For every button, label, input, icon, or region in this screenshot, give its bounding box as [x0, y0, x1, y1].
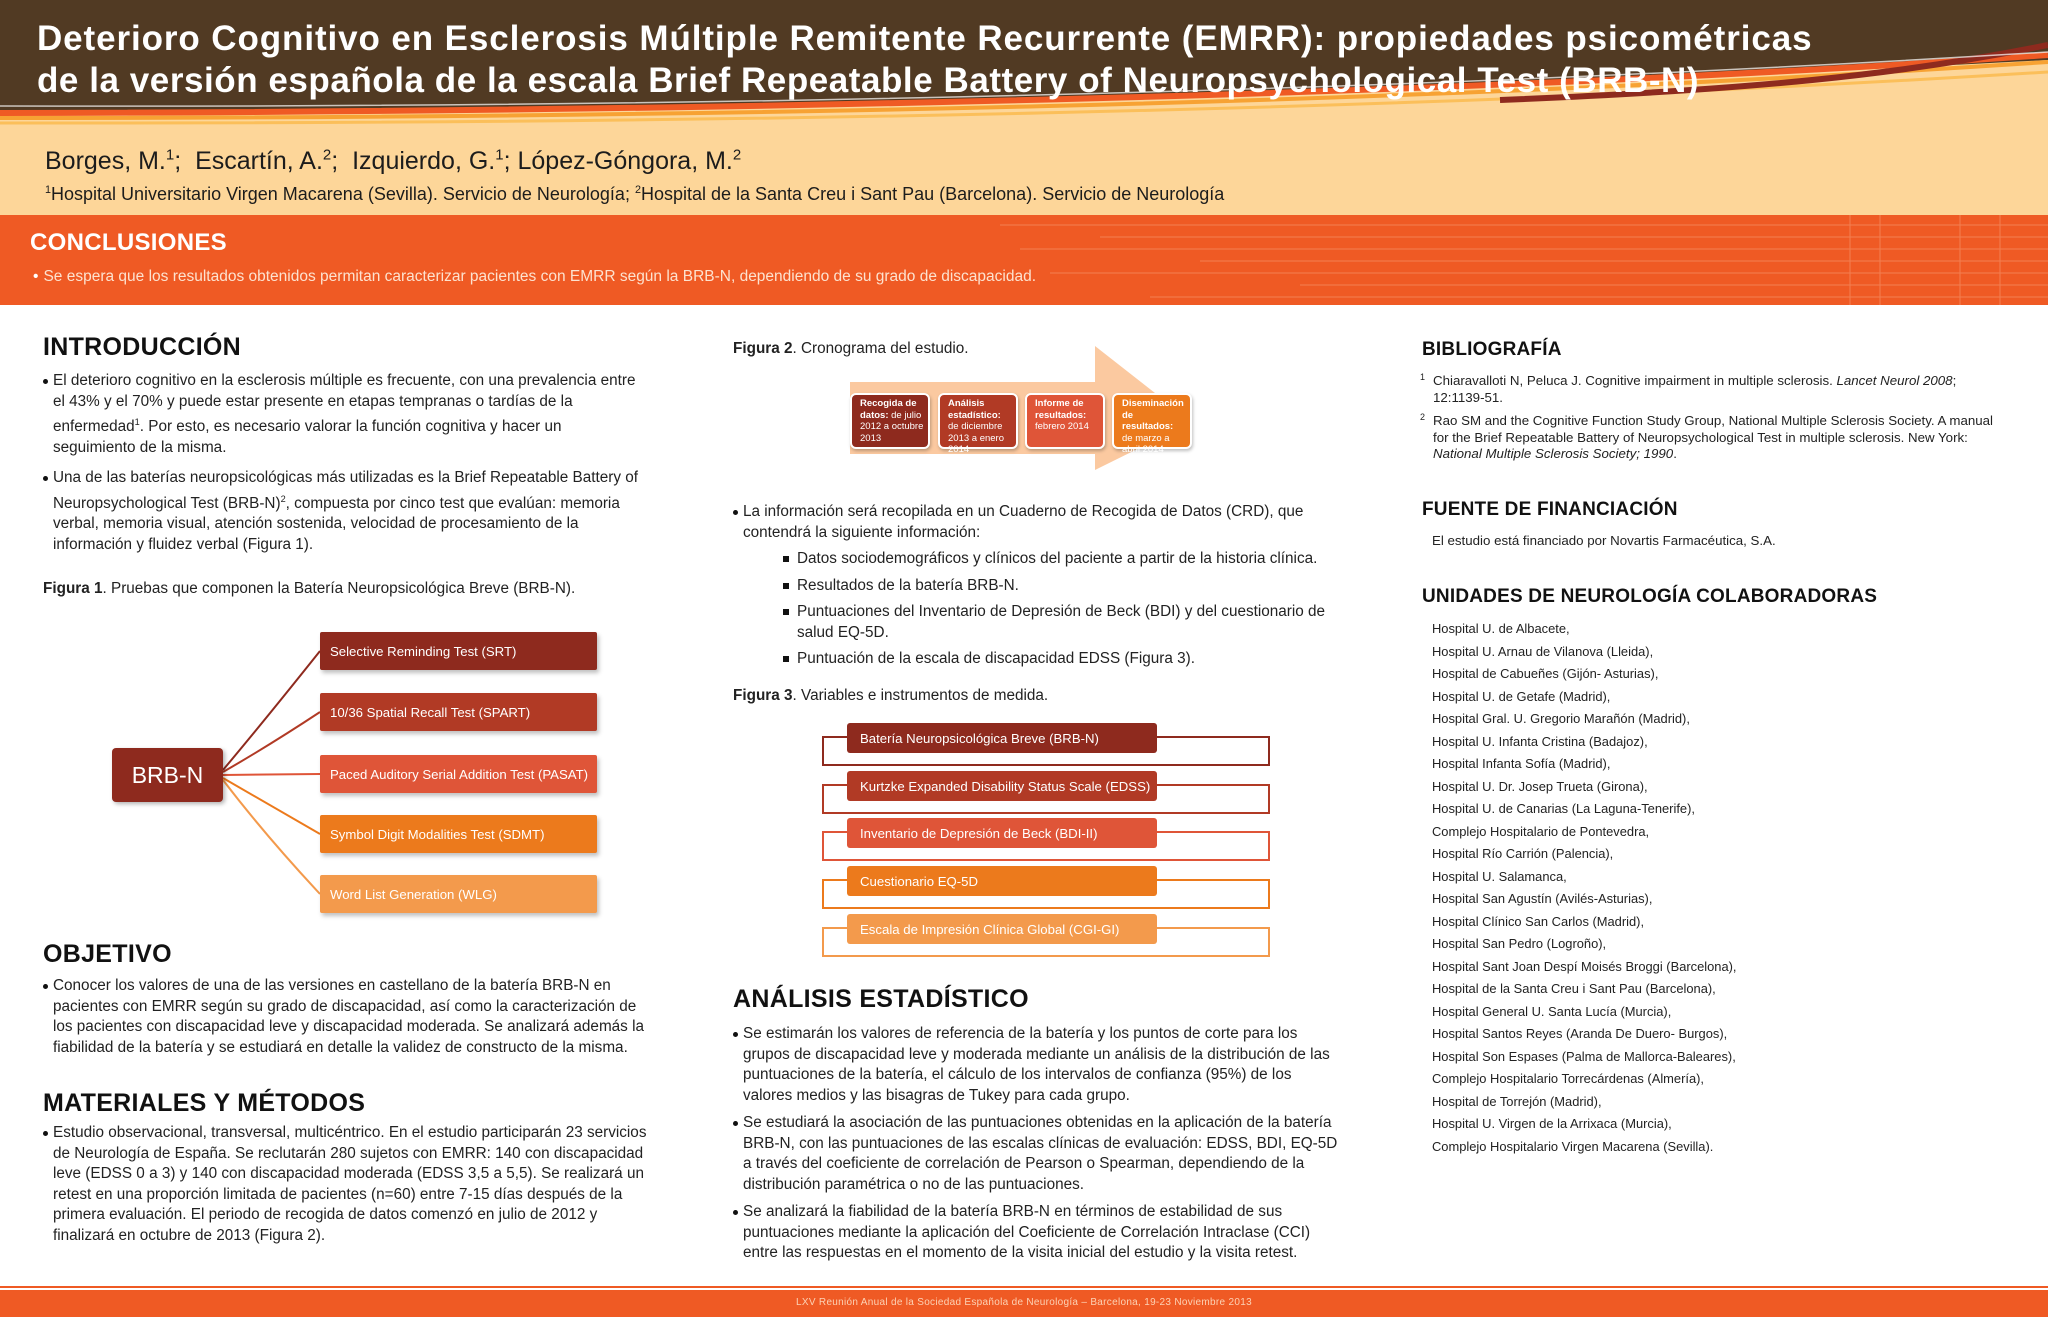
hospital-item: Hospital U. de Canarias (La Laguna-Tenerife),: [1432, 801, 1695, 816]
figure-caption-text: . Variables e instrumentos de medida.: [792, 687, 1049, 704]
author-name: Escartín, A.: [195, 147, 323, 175]
author-affiliation-mark: 1: [495, 146, 504, 164]
hospital-item: Complejo Hospitalario de Pontevedra,: [1432, 823, 1650, 839]
timeline-step-4: [1112, 393, 1192, 455]
step-dates: de diciembre 2013 a enero 2014: [948, 421, 1004, 455]
step-title: Análisis estadístico:: [948, 398, 1001, 421]
hospital-list: [1432, 621, 1737, 1161]
author-affiliation-mark: 2: [322, 146, 332, 164]
hospital-item: Complejo Hospitalario Virgen Macarena (Sevilla).: [1432, 1138, 1714, 1154]
affiliation-1: Hospital Universitario Virgen Macarena (Sevilla). Servicio de Neurología;: [51, 184, 635, 204]
intro-text: Una de las baterías neuropsicológicas más utilizadas es la Brief Repeatable Battery of Neuropsychological Test (BRB-N): [53, 469, 639, 512]
timeline-step-1: [850, 393, 930, 449]
hospital-item: Hospital U. Arnau de Vilanova (Lleida),: [1432, 643, 1654, 659]
units-heading: UNIDADES DE NEUROLOGÍA COLABORADORAS: [1422, 586, 1878, 607]
variable-cgi: Escala de Impresión Clínica Global (CGI-GI): [847, 914, 1157, 944]
variable-edss: Kurtzke Expanded Disability Status Scale (EDSS): [847, 771, 1157, 801]
affiliation-mark: 1: [45, 184, 52, 196]
reference-journal: National Multiple Sclerosis Society; 1990: [1433, 446, 1674, 461]
step-dates: febrero 2014: [1035, 421, 1089, 432]
hospital-item: Hospital U. Dr. Josep Trueta (Girona),: [1432, 778, 1648, 794]
author-name: Izquierdo, G.: [352, 147, 496, 175]
brbn-center-node: BRB-N: [112, 748, 223, 802]
reference-text: .: [1673, 446, 1677, 461]
hospital-item: Hospital U. de Albacete,: [1432, 621, 1570, 636]
objective-body: [43, 976, 648, 1068]
hospital-item: Hospital San Agustín (Avilés-Asturias),: [1432, 891, 1653, 906]
crd-item: Resultados de la batería BRB-N.: [783, 576, 1343, 597]
variable-brbn: Batería Neuropsicológica Breve (BRB-N): [847, 723, 1157, 753]
connector-wlg: [223, 780, 320, 894]
hospital-item: Hospital Clínico San Carlos (Madrid),: [1432, 913, 1645, 929]
hospital-item: Hospital Sant Joan Despí Moisés Broggi (Barcelona),: [1432, 958, 1737, 974]
author-affiliation-mark: 2: [732, 146, 742, 164]
citation-mark: 1: [134, 417, 140, 427]
timeline-step-3: [1025, 393, 1105, 449]
funding-heading: FUENTE DE FINANCIACIÓN: [1422, 499, 1678, 520]
test-node-sdmt: Symbol Digit Modalities Test (SDMT): [320, 815, 597, 853]
objective-heading: OBJETIVO: [43, 940, 172, 968]
variable-eq5d: Cuestionario EQ-5D: [847, 866, 1157, 896]
reference-2: [1420, 412, 1993, 463]
figure-label: Figura 2: [733, 340, 793, 357]
statistics-bullet: Se estimarán los valores de referencia de la batería y los puntos de corte para los grupos de discapacidad leve y moderada mediante un análisis de la distribución de las puntuaciones de la batería, el cálculo de los intervalos de confianza (95%) de los valores medios y las bisagras de Tukey para cada grupo.: [733, 1024, 1343, 1106]
hospital-item: Complejo Hospitalario Torrecárdenas (Almería),: [1432, 1071, 1705, 1086]
objective-bullet: Conocer los valores de una de las versiones en castellano de la batería BRB-N en pacientes con EMRR según su grado de discapacidad, así como la caracterización de los pacientes con discapacidad leve y discapacidad moderada. Se analizará además la fiabilidad de la batería y se estudiará en detalle la validez de constructo de la misma.: [43, 976, 648, 1058]
figure-label: Figura 1: [43, 580, 103, 597]
methods-body: [43, 1123, 648, 1256]
author-name: López-Góngora, M.: [517, 147, 733, 175]
step-title: Recogida de datos:: [860, 398, 917, 421]
intro-text: El deterioro cognitivo en la esclerosis múltiple es frecuente, con una prevalencia entre el 43% y el 70% y puede estar presente en etapas tempranas o tardías de la enfermedad: [53, 372, 636, 436]
step-title: Diseminación de resultados:: [1122, 398, 1184, 432]
test-node-spart: 10/36 Spatial Recall Test (SPART): [320, 693, 597, 731]
hospital-item: Hospital de Cabueñes (Gijón- Asturias),: [1432, 666, 1659, 681]
footer-text: LXV Reunión Anual de la Sociedad Española de Neurología – Barcelona, 19-23 Noviembre 2013: [796, 1297, 1252, 1308]
hospital-item: Hospital Son Espases (Palma de Mallorca-Baleares),: [1432, 1048, 1736, 1064]
hospital-item: Hospital de la Santa Creu i Sant Pau (Barcelona),: [1432, 981, 1716, 996]
figure-3-caption: [733, 687, 1048, 705]
hospital-item: Hospital Santos Reyes (Aranda De Duero- Burgos),: [1432, 1026, 1728, 1041]
step-dates: de julio 2012 a octubre 2013: [860, 409, 924, 444]
figure-caption-text: . Pruebas que componen la Batería Neuropsicológica Breve (BRB-N).: [102, 580, 576, 597]
variable-bdi: Inventario de Depresión de Beck (BDI-II): [847, 818, 1157, 848]
hospital-item: Hospital U. Infanta Cristina (Badajoz),: [1432, 733, 1648, 749]
test-node-srt: Selective Reminding Test (SRT): [320, 632, 597, 670]
reference-text: Chiaravalloti N, Peluca J. Cognitive impairment in multiple sclerosis.: [1433, 373, 1837, 388]
figure-label: Figura 3: [733, 687, 793, 704]
author-name: Borges, M.: [45, 147, 166, 175]
connector-sdmt: [223, 778, 320, 834]
connector-srt: [223, 651, 320, 770]
affiliation-mark: 2: [634, 184, 641, 196]
affiliation-2: Hospital de la Santa Creu i Sant Pau (Barcelona). Servicio de Neurología: [640, 184, 1225, 204]
title-line-1: Deterioro Cognitivo en Esclerosis Múltiple Remitente Recurrente (EMRR): propiedades psicométricas: [37, 19, 1813, 58]
connector-pasat: [223, 774, 320, 775]
statistics-body: [733, 1024, 1343, 1271]
citation-mark: 2: [280, 493, 286, 504]
hospital-item: Hospital Infanta Sofía (Madrid),: [1432, 756, 1611, 771]
reference-1: [1420, 372, 1993, 406]
hospital-item: Hospital U. de Getafe (Madrid),: [1432, 688, 1611, 704]
step-title: Informe de resultados:: [1035, 398, 1087, 421]
statistics-heading: ANÁLISIS ESTADÍSTICO: [733, 985, 1029, 1013]
reference-number: 1: [1420, 372, 1426, 382]
timeline-step-2: [938, 393, 1018, 455]
hospital-item: Hospital General U. Santa Lucía (Murcia),: [1432, 1003, 1672, 1019]
hospital-item: Hospital U. Salamanca,: [1432, 868, 1567, 884]
reference-text: ; 12:1139-51.: [1433, 373, 1957, 405]
hospital-item: Hospital de Torrejón (Madrid),: [1432, 1093, 1602, 1109]
crd-body: [733, 502, 1343, 676]
footer-rule: [0, 1286, 2048, 1288]
hospital-item: Hospital Río Carrión (Palencia),: [1432, 846, 1614, 861]
crd-item: Datos sociodemográficos y clínicos del paciente a partir de la historia clínica.: [783, 549, 1343, 570]
methods-heading: MATERIALES Y MÉTODOS: [43, 1089, 366, 1117]
intro-text: , compuesta por cinco test que evalúan: memoria verbal, memoria visual, atención sostenida, velocidad de procesamiento de la información y fluidez verbal (Figura 1).: [53, 494, 620, 553]
crd-item: Puntuaciones del Inventario de Depresión de Beck (BDI) y del cuestionario de salud EQ-5D.: [783, 602, 1343, 643]
hospital-item: Hospital Gral. U. Gregorio Marañón (Madrid),: [1432, 711, 1690, 726]
reference-journal: Lancet Neurol 2008: [1836, 373, 1953, 388]
author-list: Borges, M.$^1$; Escartín, A.$^2$; Izquierdo, G.$^1$; López-Góngora, M.$^2$: [45, 146, 742, 175]
connector-spart: [223, 712, 320, 772]
author-affiliation-mark: 1: [165, 146, 175, 164]
test-node-wlg: Word List Generation (WLG): [320, 875, 597, 913]
conclusions-sentence: Se espera que los resultados obtenidos permitan caracterizar pacientes con EMRR según la BRB-N, dependiendo de su grado de discapacidad.: [43, 268, 1037, 285]
test-node-pasat: Paced Auditory Serial Addition Test (PASAT): [320, 755, 597, 793]
methods-bullet: Estudio observacional, transversal, multicéntrico. En el estudio participarán 23 servicios de Neurología de España. Se reclutarán 280 sujetos con EMRR: 140 con discapacidad leve (EDSS 0 a 3) y 140 con discapacidad moderada (EDSS 3,5 a 5,5). Se realizará un retest en una proporción limitada de pacientes (n=60) entre 7-15 días después de la primera evaluación. El periodo de recogida de datos comenzó en julio de 2012 y finalizará en octubre de 2013 (Figura 2).: [43, 1123, 648, 1246]
reference-text: Rao SM and the Cognitive Function Study Group, National Multiple Sclerosis Society. A manual for the Brief Repeatable Battery of Neuropsychological Test in multiple sclerosis. New York:: [1433, 413, 1993, 445]
crd-item: Puntuación de la escala de discapacidad EDSS (Figura 3).: [783, 649, 1343, 670]
figure-caption-text: . Cronograma del estudio.: [792, 340, 969, 357]
bibliography-heading: BIBLIOGRAFÍA: [1422, 339, 1562, 360]
conclusions-heading: CONCLUSIONES: [30, 229, 227, 256]
intro-text: . Por esto, es necesario valorar la función cognitiva y hacer un seguimiento de la misma.: [53, 418, 562, 456]
introduction-heading: INTRODUCCIÓN: [43, 333, 242, 361]
statistics-bullet: Se analizará la fiabilidad de la batería BRB-N en términos de estabilidad de sus puntuaciones mediante la aplicación del Coeficiente de Correlación Intraclase (CCI) entre las respuestas en el momento de la visita inicial del estudio y la visita retest.: [733, 1202, 1343, 1264]
step-dates: de marzo a abril 2014: [1122, 432, 1170, 455]
title-line-2: de la versión española de la escala Brief Repeatable Battery of Neuropsychological Test (BRB-N): [37, 61, 1700, 100]
crd-intro: La información será recopilada en un Cuaderno de Recogida de Datos (CRD), que contendrá la siguiente información:: [733, 502, 1343, 543]
bullet-icon: •: [33, 268, 39, 285]
funding-text: El estudio está financiado por Novartis Farmacéutica, S.A.: [1432, 533, 1776, 548]
crd-items: [733, 549, 1343, 670]
reference-number: 2: [1420, 412, 1426, 422]
statistics-bullet: Se estudiará la asociación de las puntuaciones obtenidas en la aplicación de la batería BRB-N, con las puntuaciones de las escalas clínicas de evaluación: EDSS, BDI, EQ-5D a través del coeficiente de correlación de Pearson o Spearman, dependiendo de la distribución paramétrica o no de las puntuaciones.: [733, 1113, 1343, 1195]
hospital-item: Hospital U. Virgen de la Arrixaca (Murcia),: [1432, 1116, 1672, 1131]
hospital-item: Hospital San Pedro (Logroño),: [1432, 936, 1607, 951]
